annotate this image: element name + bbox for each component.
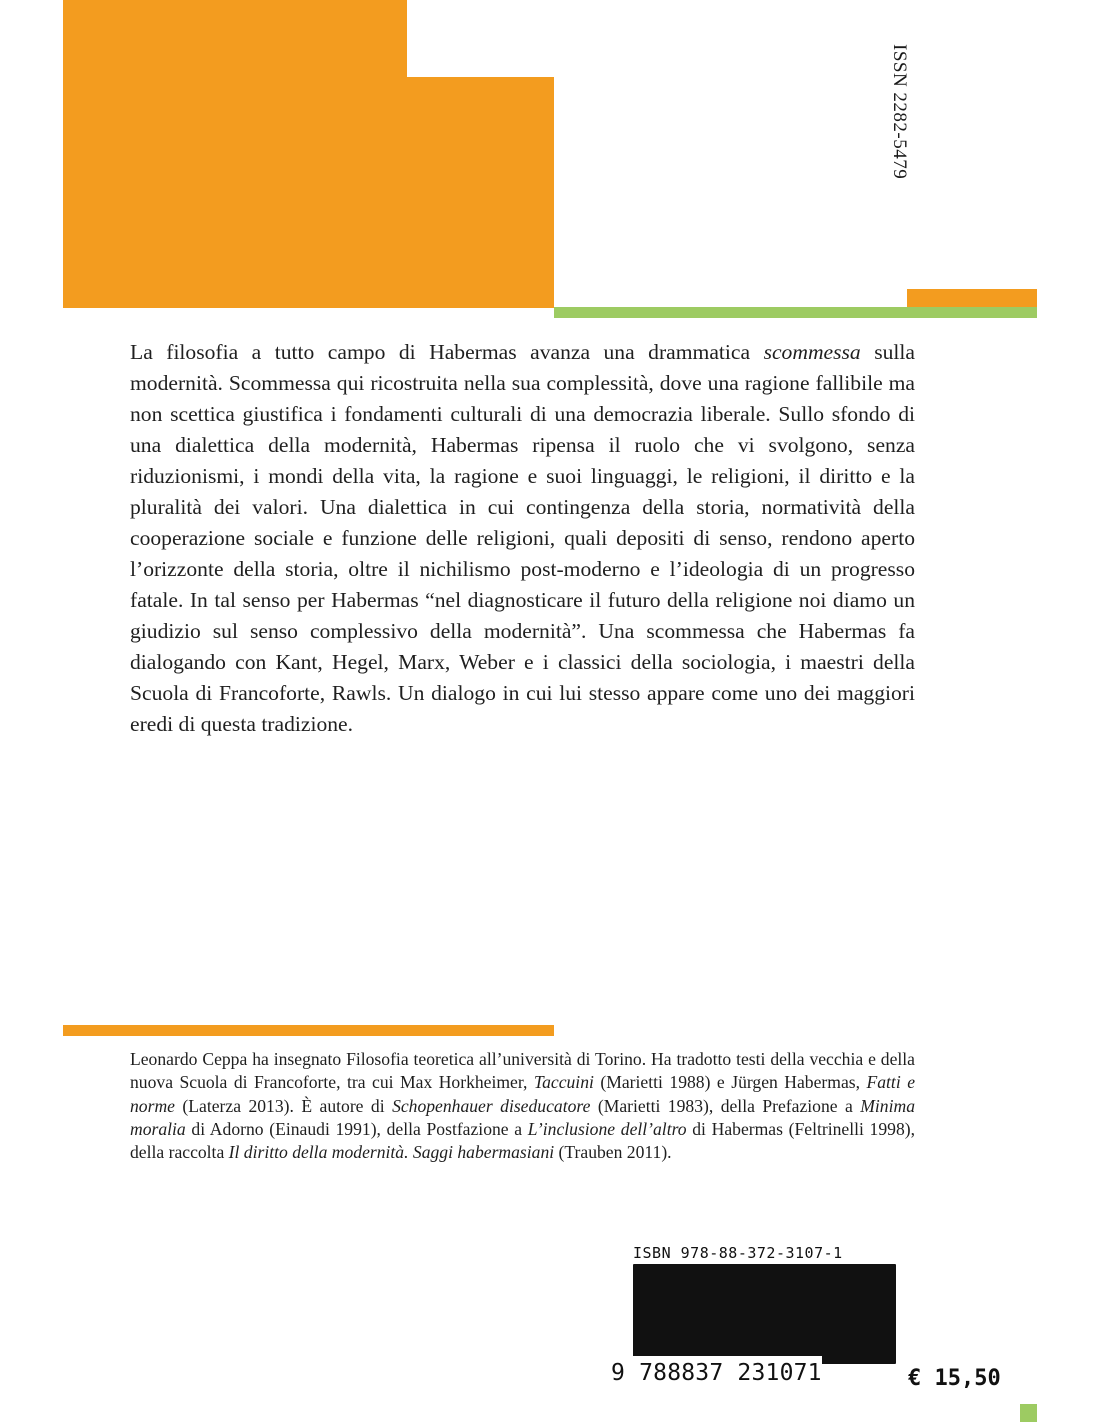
decorative-orange-block-step bbox=[407, 77, 554, 308]
isbn-barcode bbox=[611, 1244, 896, 1392]
bio-work-title: Taccuini bbox=[533, 1072, 594, 1093]
description-text-start: La filosofia a tutto campo di Habermas avanza una drammatica bbox=[130, 340, 764, 364]
bio-text: di Habermas (Feltrinelli 1998), della raccolta bbox=[130, 1118, 916, 1163]
bio-text: (Marietti 1988) e Jürgen Habermas, bbox=[593, 1072, 867, 1093]
description-emphasis: scommessa bbox=[763, 340, 861, 364]
bio-work-title: Il diritto della modernità. Saggi habermasiani bbox=[228, 1142, 555, 1163]
book-description bbox=[130, 337, 915, 740]
author-bio bbox=[130, 1048, 915, 1164]
bio-work-title: Fatti e norme bbox=[130, 1072, 916, 1116]
decorative-orange-divider bbox=[63, 1025, 554, 1036]
bio-text: di Adorno (Einaudi 1991), della Postfazione a bbox=[185, 1118, 528, 1139]
description-text-end: sulla modernità. Scommessa qui ricostruita nella sua complessità, dove una ragione fallibile ma non scettica giustifica i fondamenti culturali di una democrazia liberale. Sullo sfondo di una dialettica della modernità, Habermas ripensa il ruolo che vi svolgono, senza riduzionismi, i mondi della vita, la ragione e suoi linguaggi, le religioni, il diritto e la pluralità dei valori. Una dialettica in cui contingenza della storia, normatività della cooperazione sociale e funzione delle religioni, quali depositi di senso, rendono aperto l’orizzonte della storia, oltre il nichilismo post-moderno e l’ideologia di un progresso fatale. In tal senso per Habermas “nel diagnosticare il futuro della religione noi diamo un giudizio sul senso complessivo della modernità”. Una scommessa che Habermas fa dialogando con Kant, Hegel, Marx, Weber e i classici della sociologia, i maestri della Scuola di Francoforte, Rawls. Un dialogo in cui lui stesso appare come uno dei maggiori eredi di questa tradizione. bbox=[130, 340, 915, 736]
price-label: € 15,50 bbox=[908, 1366, 1001, 1391]
barcode-bars bbox=[633, 1264, 896, 1364]
bio-text: (Laterza 2013). È autore di bbox=[174, 1095, 393, 1116]
bio-work-title: Schopenhauer diseducatore bbox=[392, 1095, 591, 1116]
isbn-label: ISBN 978-88-372-3107-1 bbox=[633, 1244, 843, 1262]
bio-text: (Trauben 2011). bbox=[554, 1142, 672, 1163]
decorative-orange-bar-right bbox=[907, 289, 1037, 307]
decorative-green-corner bbox=[1020, 1404, 1037, 1422]
bio-work-title: Minima moralia bbox=[130, 1095, 915, 1139]
bio-text: (Marietti 1983), della Prefazione a bbox=[590, 1095, 861, 1116]
bio-work-title: L’inclusione dell’altro bbox=[527, 1118, 687, 1139]
author-name: Leonardo Ceppa bbox=[130, 1049, 248, 1069]
issn-number: ISSN 2282-5479 bbox=[889, 44, 910, 180]
decorative-green-rule bbox=[554, 307, 1037, 318]
bio-text: ha insegnato Filosofia teoretica all’università di Torino. Ha tradotto testi della vecchia e della nuova Scuola di Francoforte, tra cui Max Horkheimer, bbox=[130, 1049, 915, 1093]
barcode-digits: 9 788837 231071 bbox=[611, 1356, 822, 1386]
decorative-orange-block bbox=[63, 0, 407, 308]
